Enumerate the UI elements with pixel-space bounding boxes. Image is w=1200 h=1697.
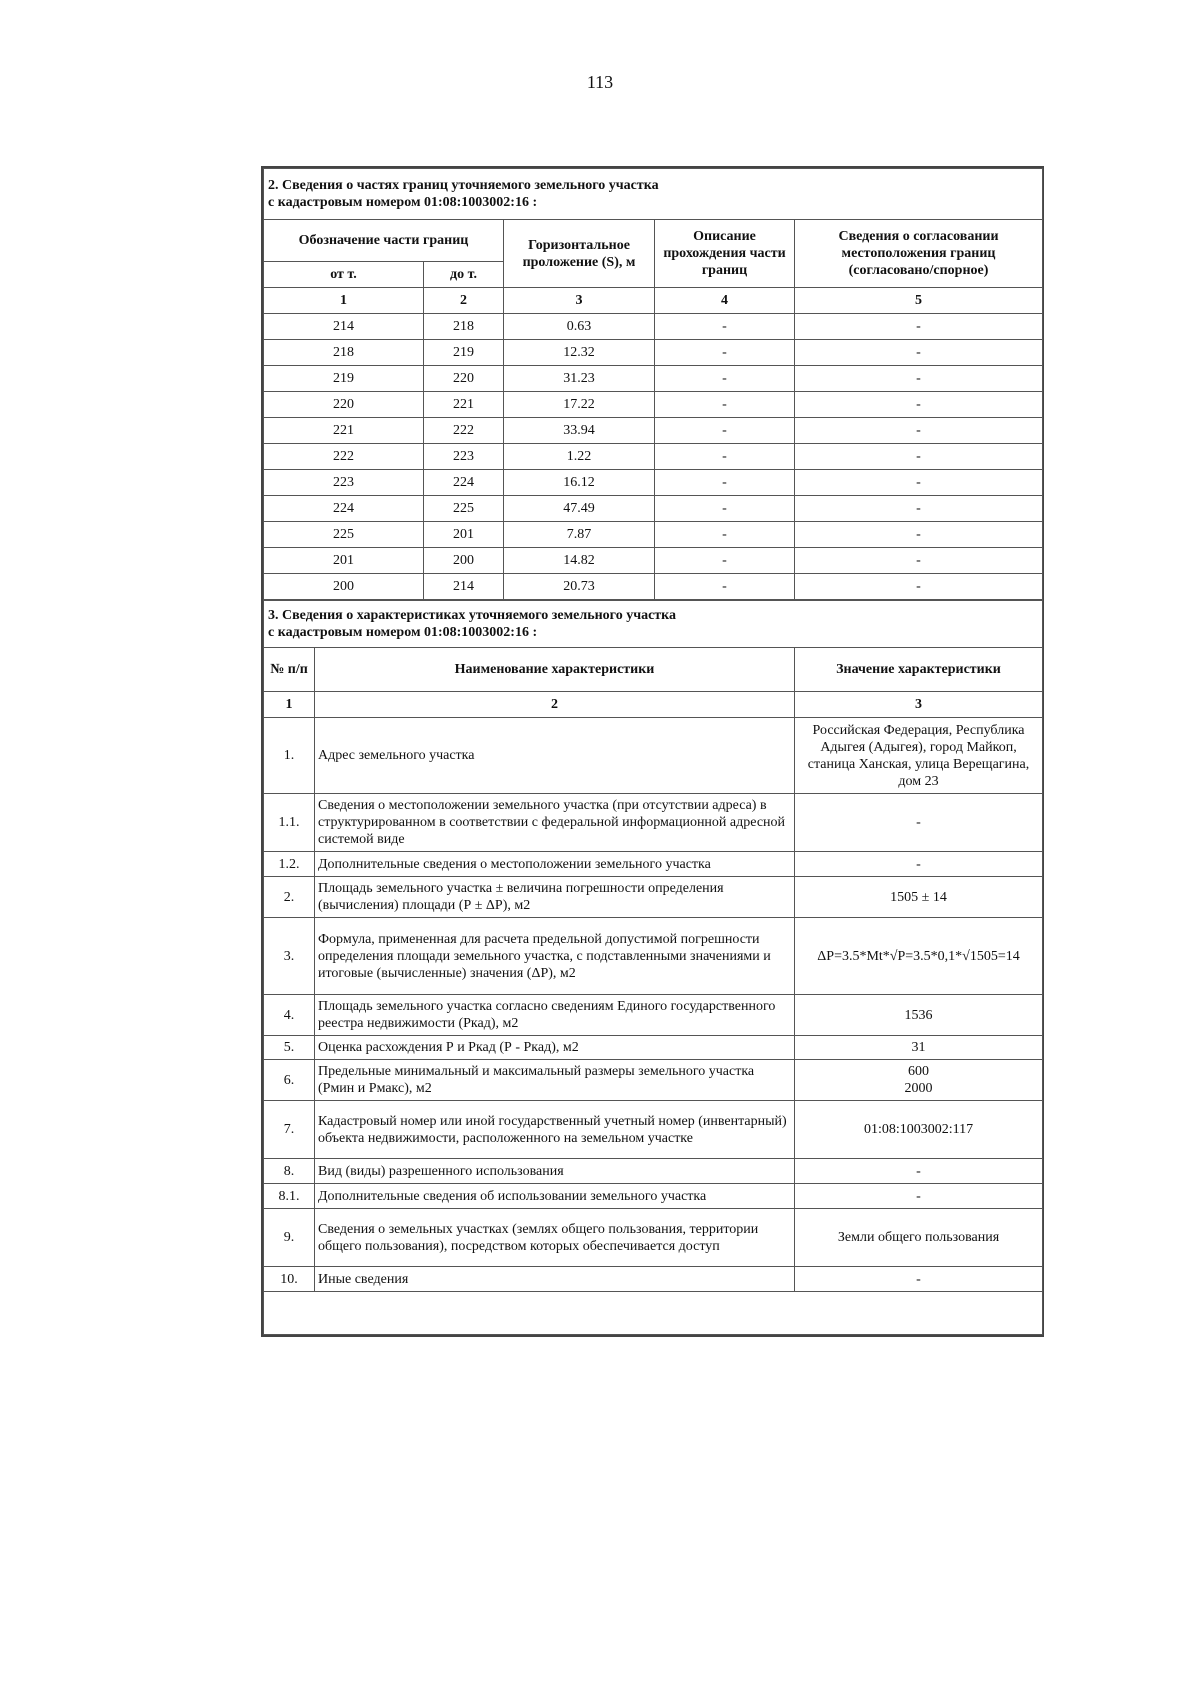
cell-agreement: - [795,496,1043,522]
cell-agreement: - [795,366,1043,392]
cell-to: 220 [424,366,504,392]
section2-title: 2. Сведения о частях границ уточняемого земельного участка с кадастровым номером 01:08:1003002:16 : [264,169,1043,220]
col-number: 3 [795,692,1043,718]
section3-table [263,600,1043,1335]
cell-from: 225 [264,522,424,548]
cell-description: - [655,548,795,574]
empty-footer-row [264,1292,1043,1335]
cell-description: - [655,522,795,548]
cell-value: ΔР=3.5*Mt*√P=3.5*0,1*√1505=14 [795,918,1043,995]
cell-description: - [655,314,795,340]
header-horizontal: Горизонтальное проложение (S), м [504,220,655,288]
table-row [264,1209,1043,1267]
table-row [264,470,1043,496]
cell-description: - [655,574,795,600]
table-row [264,340,1043,366]
cell-name: Формула, примененная для расчета предельной допустимой погрешности определения площади земельного участка, с подставленными значениями и итоговые (вычисленные) значения (ΔР), м2 [315,918,795,995]
header-boundary-part: Обозначение части границ [264,220,504,262]
cell-value: 1536 [795,995,1043,1036]
table-row [264,314,1043,340]
cell-length: 16.12 [504,470,655,496]
cell-to: 225 [424,496,504,522]
header-num: № п/п [264,648,315,692]
cell-description: - [655,418,795,444]
cell-length: 14.82 [504,548,655,574]
cell-length: 12.32 [504,340,655,366]
table-row [264,548,1043,574]
cell-length: 0.63 [504,314,655,340]
cell-to: 222 [424,418,504,444]
col-number: 2 [315,692,795,718]
cell-length: 20.73 [504,574,655,600]
cell-agreement: - [795,314,1043,340]
cell-from: 222 [264,444,424,470]
cell-from: 218 [264,340,424,366]
cell-agreement: - [795,392,1043,418]
header-description: Описание прохождения части границ [655,220,795,288]
cell-num: 8.1. [264,1184,315,1209]
cell-agreement: - [795,418,1043,444]
cell-from: 224 [264,496,424,522]
cell-description: - [655,444,795,470]
cell-name: Оценка расхождения Р и Ркад (Р - Ркад), м2 [315,1036,795,1060]
table-row [264,794,1043,852]
cell-num: 5. [264,1036,315,1060]
document-frame [261,166,1044,1337]
cell-name: Площадь земельного участка согласно сведениям Единого государственного реестра недвижимости (Ркад), м2 [315,995,795,1036]
cell-agreement: - [795,522,1043,548]
table-row [264,1060,1043,1101]
cell-value: - [795,852,1043,877]
cell-from: 221 [264,418,424,444]
table-row [264,496,1043,522]
cell-length: 17.22 [504,392,655,418]
cell-from: 220 [264,392,424,418]
cell-value: 31 [795,1036,1043,1060]
cell-from: 223 [264,470,424,496]
cell-value: Российская Федерация, Республика Адыгея (Адыгея), город Майкоп, станица Ханская, улица Верещагина, дом 23 [795,718,1043,794]
cell-to: 224 [424,470,504,496]
header-name: Наименование характеристики [315,648,795,692]
cell-agreement: - [795,470,1043,496]
col-number: 4 [655,288,795,314]
cell-to: 214 [424,574,504,600]
cell-to: 218 [424,314,504,340]
table-row [264,1267,1043,1292]
cell-num: 8. [264,1159,315,1184]
table-row [264,718,1043,794]
cell-name: Сведения о местоположении земельного участка (при отсутствии адреса) в структурированном в соответствии с федеральной информационной адресной системой виде [315,794,795,852]
table-row [264,522,1043,548]
col-number: 3 [504,288,655,314]
cell-description: - [655,392,795,418]
cell-description: - [655,366,795,392]
cell-name: Предельные минимальный и максимальный размеры земельного участка (Рмин и Рмакс), м2 [315,1060,795,1101]
table-row [264,877,1043,918]
cell-agreement: - [795,444,1043,470]
table-row [264,392,1043,418]
section3-title: 3. Сведения о характеристиках уточняемого земельного участка с кадастровым номером 01:08:1003002:16 : [264,601,1043,648]
col-number: 1 [264,288,424,314]
cell-length: 31.23 [504,366,655,392]
table-row [264,1184,1043,1209]
cell-num: 3. [264,918,315,995]
cell-name: Адрес земельного участка [315,718,795,794]
cell-num: 9. [264,1209,315,1267]
cell-from: 219 [264,366,424,392]
cell-from: 200 [264,574,424,600]
cell-value: Земли общего пользования [795,1209,1043,1267]
cell-value: 600 2000 [795,1060,1043,1101]
cell-description: - [655,496,795,522]
table-row [264,574,1043,600]
cell-value: 1505 ± 14 [795,877,1043,918]
cell-num: 1.2. [264,852,315,877]
cell-length: 47.49 [504,496,655,522]
table-row [264,444,1043,470]
table-row [264,852,1043,877]
table-row [264,918,1043,995]
col-number: 2 [424,288,504,314]
header-agreement: Сведения о согласовании местоположения границ (согласовано/спорное) [795,220,1043,288]
header-to: до т. [424,262,504,288]
cell-value: - [795,1159,1043,1184]
header-from: от т. [264,262,424,288]
cell-agreement: - [795,548,1043,574]
table-row [264,366,1043,392]
col-number: 5 [795,288,1043,314]
cell-name: Иные сведения [315,1267,795,1292]
cell-description: - [655,470,795,496]
cell-name: Сведения о земельных участках (землях общего пользования, территории общего пользования), посредством которых обеспечивается доступ [315,1209,795,1267]
header-value: Значение характеристики [795,648,1043,692]
cell-num: 1. [264,718,315,794]
col-number: 1 [264,692,315,718]
cell-value: - [795,1184,1043,1209]
cell-to: 200 [424,548,504,574]
cell-agreement: - [795,574,1043,600]
cell-name: Кадастровый номер или иной государственный учетный номер (инвентарный) объекта недвижимости, расположенного на земельном участке [315,1101,795,1159]
cell-from: 201 [264,548,424,574]
page-number: 113 [586,72,614,92]
cell-length: 7.87 [504,522,655,548]
cell-num: 10. [264,1267,315,1292]
cell-to: 201 [424,522,504,548]
cell-name: Дополнительные сведения о местоположении земельного участка [315,852,795,877]
cell-name: Площадь земельного участка ± величина погрешности определения (вычисления) площади (Р ± ΔР), м2 [315,877,795,918]
table-row [264,1036,1043,1060]
cell-name: Вид (виды) разрешенного использования [315,1159,795,1184]
cell-num: 4. [264,995,315,1036]
cell-length: 33.94 [504,418,655,444]
cell-num: 2. [264,877,315,918]
table-row [264,1159,1043,1184]
table-row [264,1101,1043,1159]
cell-value: - [795,1267,1043,1292]
cell-num: 6. [264,1060,315,1101]
cell-to: 221 [424,392,504,418]
table-row [264,995,1043,1036]
cell-num: 7. [264,1101,315,1159]
cell-agreement: - [795,340,1043,366]
cell-name: Дополнительные сведения об использовании земельного участка [315,1184,795,1209]
cell-description: - [655,340,795,366]
cell-value: - [795,794,1043,852]
cell-length: 1.22 [504,444,655,470]
cell-to: 223 [424,444,504,470]
section2-table [263,168,1043,600]
cell-from: 214 [264,314,424,340]
cell-num: 1.1. [264,794,315,852]
cell-value: 01:08:1003002:117 [795,1101,1043,1159]
table-row [264,418,1043,444]
cell-to: 219 [424,340,504,366]
